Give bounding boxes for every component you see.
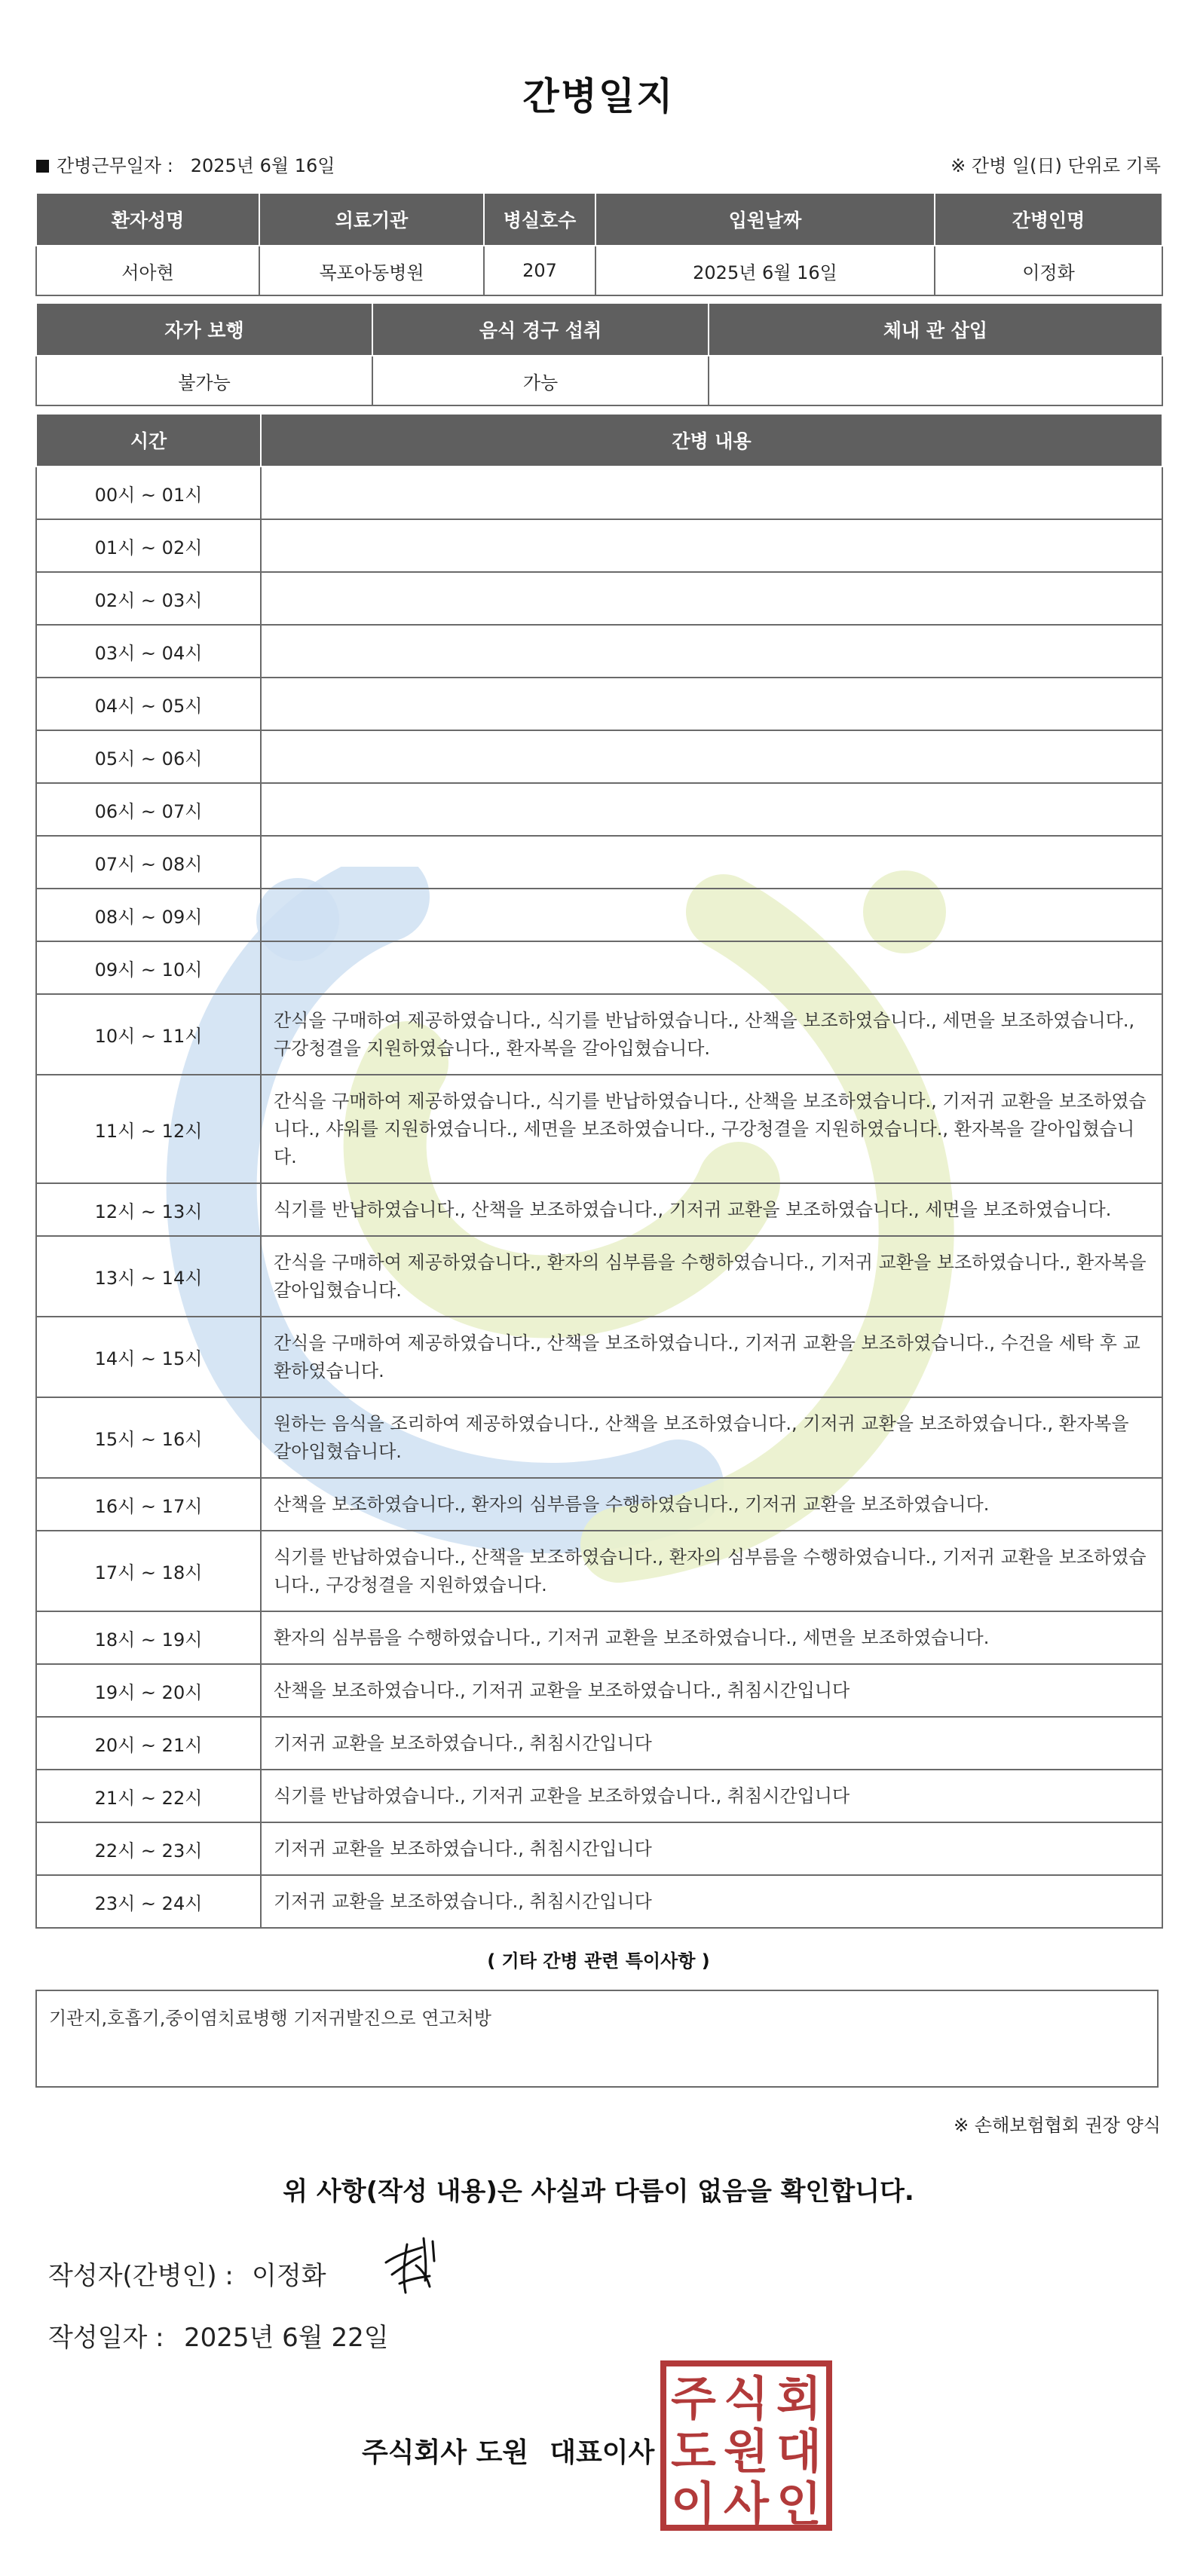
content-cell: 간식을 구매하여 제공하였습니다., 환자의 심부름을 수행하였습니다., 기저귀 교환을 보조하였습니다., 환자복을 갈아입혔습니다.	[261, 1236, 1162, 1317]
content-cell: 기저귀 교환을 보조하였습니다., 취침시간입니다	[261, 1875, 1162, 1928]
content-cell: 기저귀 교환을 보조하였습니다., 취침시간입니다	[261, 1822, 1162, 1875]
time-cell: 17시 ~ 18시	[36, 1531, 261, 1611]
table-row	[36, 625, 1162, 678]
table-row	[36, 1531, 1162, 1611]
content-cell	[261, 625, 1162, 678]
content-cell	[261, 467, 1162, 519]
work-date-value: 2025년 6월 16일	[190, 155, 335, 176]
svg-text:원: 원	[724, 2424, 769, 2479]
hospital-name: 목포아동병원	[259, 246, 484, 295]
time-cell: 21시 ~ 22시	[36, 1770, 261, 1822]
table-row	[36, 678, 1162, 730]
table-row	[36, 1875, 1162, 1928]
header-care-content: 간병 내용	[261, 414, 1162, 467]
header-caregiver: 간병인명	[935, 193, 1162, 246]
content-cell: 기저귀 교환을 보조하였습니다., 취침시간입니다	[261, 1717, 1162, 1770]
header-room: 병실호수	[484, 193, 595, 246]
header-hospital: 의료기관	[259, 193, 484, 246]
content-cell: 간식을 구매하여 제공하였습니다., 식기를 반납하였습니다., 산책을 보조하였습니다., 세면을 보조하였습니다., 구강청결을 지원하였습니다., 환자복을 갈아입혔습니다.	[261, 994, 1162, 1075]
svg-text:대: 대	[776, 2424, 822, 2479]
time-cell: 15시 ~ 16시	[36, 1397, 261, 1478]
time-cell: 18시 ~ 19시	[36, 1611, 261, 1664]
oral-intake-value: 가능	[372, 356, 709, 405]
table-row	[36, 519, 1162, 572]
svg-text:사: 사	[724, 2477, 769, 2531]
patient-info-table	[35, 192, 1163, 296]
walking-value: 불가능	[36, 356, 372, 405]
notes-title: ( 기타 간병 관련 특이사항 )	[487, 1950, 710, 1972]
patient-status-table	[35, 302, 1163, 406]
svg-text:주: 주	[671, 2371, 716, 2426]
header-patient-name: 환자성명	[36, 193, 259, 246]
time-cell: 23시 ~ 24시	[36, 1875, 261, 1928]
header-oral-intake: 음식 경구 섭취	[372, 303, 709, 356]
table-row	[36, 1183, 1162, 1236]
content-cell	[261, 519, 1162, 572]
content-cell: 식기를 반납하였습니다., 산책을 보조하였습니다., 환자의 심부름을 수행하였습니다., 기저귀 교환을 보조하였습니다., 구강청결을 지원하였습니다.	[261, 1531, 1162, 1611]
content-cell: 산책을 보조하였습니다., 환자의 심부름을 수행하였습니다., 기저귀 교환을 보조하였습니다.	[261, 1478, 1162, 1531]
tube-value	[709, 356, 1162, 405]
table-row	[36, 889, 1162, 941]
time-cell: 01시 ~ 02시	[36, 519, 261, 572]
time-cell: 12시 ~ 13시	[36, 1183, 261, 1236]
header-walking: 자가 보행	[36, 303, 372, 356]
patient-name: 서아현	[36, 246, 259, 295]
time-cell: 05시 ~ 06시	[36, 730, 261, 783]
company-line	[362, 2431, 654, 2470]
record-note: ※ 간병 일(日) 단위로 기록	[951, 155, 1161, 176]
author-line	[48, 2255, 326, 2292]
time-cell: 19시 ~ 20시	[36, 1664, 261, 1717]
content-cell: 산책을 보조하였습니다., 기저귀 교환을 보조하였습니다., 취침시간입니다	[261, 1664, 1162, 1717]
time-cell: 11시 ~ 12시	[36, 1075, 261, 1183]
content-cell	[261, 941, 1162, 994]
company-seal	[660, 2360, 832, 2531]
time-cell: 08시 ~ 09시	[36, 889, 261, 941]
notes-box	[35, 1990, 1159, 2088]
table-row	[36, 572, 1162, 625]
representative-title: 대표이사	[550, 2437, 655, 2468]
time-cell: 09시 ~ 10시	[36, 941, 261, 994]
square-bullet-icon	[36, 160, 49, 173]
svg-text:인: 인	[776, 2477, 822, 2531]
time-cell: 20시 ~ 21시	[36, 1717, 261, 1770]
table-row	[36, 1317, 1162, 1397]
time-cell: 02시 ~ 03시	[36, 572, 261, 625]
table-row	[36, 1075, 1162, 1183]
table-row	[36, 1397, 1162, 1478]
table-row	[36, 836, 1162, 889]
table-row	[36, 1611, 1162, 1664]
content-cell: 환자의 심부름을 수행하였습니다., 기저귀 교환을 보조하였습니다., 세면을 보조하였습니다.	[261, 1611, 1162, 1664]
caregiver-name: 이정화	[935, 246, 1162, 295]
time-cell: 00시 ~ 01시	[36, 467, 261, 519]
table-row	[36, 1664, 1162, 1717]
work-date-label: 간병근무일자 :	[57, 155, 173, 176]
written-date-value: 2025년 6월 22일	[184, 2323, 389, 2353]
recommend-note: ※ 손해보험협회 권장 양식	[954, 2115, 1161, 2136]
company-name: 주식회사 도원	[362, 2437, 529, 2468]
signature-image	[377, 2231, 452, 2299]
table-row	[36, 783, 1162, 836]
author-name: 이정화	[252, 2261, 326, 2291]
table-row	[36, 1236, 1162, 1317]
content-cell: 식기를 반납하였습니다., 기저귀 교환을 보조하였습니다., 취침시간입니다	[261, 1770, 1162, 1822]
content-cell: 식기를 반납하였습니다., 산책을 보조하였습니다., 기저귀 교환을 보조하였습니다., 세면을 보조하였습니다.	[261, 1183, 1162, 1236]
table-row	[36, 730, 1162, 783]
notes-text: 기관지,호흡기,중이염치료병행 기저귀발진으로 연고처방	[49, 2008, 491, 2029]
time-cell: 14시 ~ 15시	[36, 1317, 261, 1397]
svg-text:회: 회	[776, 2371, 822, 2426]
written-date-line	[48, 2317, 389, 2354]
table-row	[36, 1478, 1162, 1531]
author-label: 작성자(간병인) :	[48, 2261, 234, 2291]
confirmation-statement: 위 사항(작성 내용)은 사실과 다름이 없음을 확인합니다.	[283, 2177, 914, 2207]
content-cell: 원하는 음식을 조리하여 제공하였습니다., 산책을 보조하였습니다., 기저귀 교환을 보조하였습니다., 환자복을 갈아입혔습니다.	[261, 1397, 1162, 1478]
table-row	[36, 1822, 1162, 1875]
svg-text:이: 이	[671, 2477, 716, 2531]
content-cell	[261, 572, 1162, 625]
table-row	[36, 941, 1162, 994]
svg-text:도: 도	[671, 2424, 716, 2479]
room-number: 207	[484, 246, 595, 295]
time-cell: 07시 ~ 08시	[36, 836, 261, 889]
table-row	[36, 994, 1162, 1075]
table-row	[36, 467, 1162, 519]
written-date-label: 작성일자 :	[48, 2323, 164, 2353]
care-log-table	[35, 413, 1163, 1929]
content-cell: 간식을 구매하여 제공하였습니다., 산책을 보조하였습니다., 기저귀 교환을 보조하였습니다., 수건을 세탁 후 교환하였습니다.	[261, 1317, 1162, 1397]
svg-text:식: 식	[724, 2371, 769, 2426]
content-cell	[261, 730, 1162, 783]
time-cell: 06시 ~ 07시	[36, 783, 261, 836]
table-row	[36, 1770, 1162, 1822]
time-cell: 16시 ~ 17시	[36, 1478, 261, 1531]
page-title: 간병일지	[522, 75, 675, 118]
content-cell	[261, 678, 1162, 730]
header-tube: 체내 관 삽입	[709, 303, 1162, 356]
content-cell	[261, 836, 1162, 889]
table-row	[36, 1717, 1162, 1770]
content-cell	[261, 783, 1162, 836]
header-admission-date: 입원날짜	[595, 193, 935, 246]
admission-date: 2025년 6월 16일	[595, 246, 935, 295]
content-cell: 간식을 구매하여 제공하였습니다., 식기를 반납하였습니다., 산책을 보조하였습니다., 기저귀 교환을 보조하였습니다., 샤워를 지원하였습니다., 세면을 보조하였습니다., 구강청결을 지원하였습니다., 환자복을 갈아입혔습니다.	[261, 1075, 1162, 1183]
time-cell: 04시 ~ 05시	[36, 678, 261, 730]
header-time: 시간	[36, 414, 261, 467]
work-date	[36, 151, 335, 177]
time-cell: 13시 ~ 14시	[36, 1236, 261, 1317]
content-cell	[261, 889, 1162, 941]
time-cell: 10시 ~ 11시	[36, 994, 261, 1075]
time-cell: 22시 ~ 23시	[36, 1822, 261, 1875]
time-cell: 03시 ~ 04시	[36, 625, 261, 678]
